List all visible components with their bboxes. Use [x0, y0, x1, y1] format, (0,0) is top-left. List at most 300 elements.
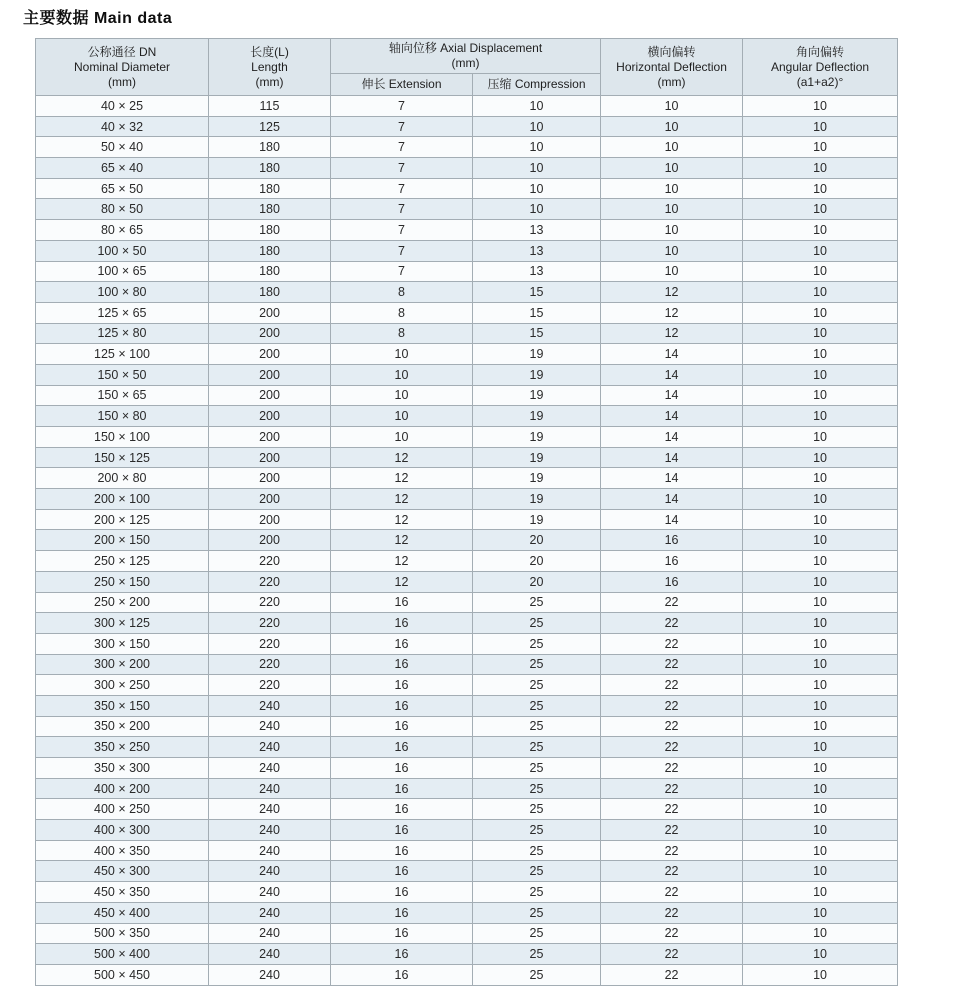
table-row — [36, 158, 898, 179]
table-row — [36, 323, 898, 344]
table-cell: 220 — [209, 551, 331, 572]
table-cell: 200 — [209, 344, 331, 365]
table-cell: 200 — [209, 406, 331, 427]
table-cell: 14 — [601, 489, 743, 510]
table-cell: 240 — [209, 758, 331, 779]
table-cell: 7 — [331, 240, 473, 261]
table-cell: 16 — [601, 571, 743, 592]
table-cell: 16 — [331, 882, 473, 903]
table-cell: 14 — [601, 447, 743, 468]
table-cell: 12 — [331, 509, 473, 530]
table-cell: 80 × 65 — [36, 220, 209, 241]
table-cell: 250 × 150 — [36, 571, 209, 592]
table-row — [36, 96, 898, 117]
table-cell: 115 — [209, 96, 331, 117]
header-horizontal-deflection-en: Horizontal Deflection — [616, 59, 727, 74]
table-cell: 16 — [601, 530, 743, 551]
header-angular-deflection-zh: 角向偏转 — [796, 44, 845, 59]
table-cell: 7 — [331, 116, 473, 137]
table-cell: 10 — [473, 199, 601, 220]
table-cell: 19 — [473, 427, 601, 448]
table-cell: 10 — [743, 944, 898, 965]
table-cell: 22 — [601, 861, 743, 882]
table-row — [36, 758, 898, 779]
table-row — [36, 613, 898, 634]
table-cell: 7 — [331, 199, 473, 220]
header-length — [209, 39, 331, 96]
header-angular-deflection-unit: (a1+a2)° — [796, 74, 844, 89]
table-cell: 125 — [209, 116, 331, 137]
table-cell: 200 — [209, 323, 331, 344]
table-cell: 180 — [209, 261, 331, 282]
table-cell: 8 — [331, 302, 473, 323]
header-horizontal-deflection — [601, 39, 743, 96]
table-cell: 25 — [473, 840, 601, 861]
table-cell: 450 × 300 — [36, 861, 209, 882]
table-cell: 10 — [743, 571, 898, 592]
table-cell: 16 — [331, 861, 473, 882]
table-cell: 25 — [473, 944, 601, 965]
table-cell: 8 — [331, 323, 473, 344]
table-cell: 200 × 125 — [36, 509, 209, 530]
table-cell: 10 — [743, 509, 898, 530]
table-row — [36, 364, 898, 385]
table-cell: 16 — [331, 633, 473, 654]
table-cell: 180 — [209, 137, 331, 158]
table-cell: 100 × 80 — [36, 282, 209, 303]
table-cell: 12 — [331, 489, 473, 510]
table-cell: 22 — [601, 592, 743, 613]
table-cell: 220 — [209, 613, 331, 634]
table-cell: 10 — [743, 137, 898, 158]
table-cell: 80 × 50 — [36, 199, 209, 220]
table-cell: 19 — [473, 509, 601, 530]
table-cell: 10 — [743, 964, 898, 985]
table-cell: 22 — [601, 902, 743, 923]
table-cell: 200 — [209, 427, 331, 448]
table-cell: 10 — [743, 364, 898, 385]
table-cell: 7 — [331, 178, 473, 199]
table-cell: 10 — [743, 199, 898, 220]
table-cell: 200 × 100 — [36, 489, 209, 510]
table-row — [36, 778, 898, 799]
table-cell: 7 — [331, 220, 473, 241]
main-data-table — [35, 38, 898, 986]
table-cell: 25 — [473, 861, 601, 882]
table-cell: 180 — [209, 240, 331, 261]
table-row — [36, 489, 898, 510]
table-row — [36, 427, 898, 448]
table-cell: 10 — [601, 199, 743, 220]
header-compression: 压缩 Compression — [473, 74, 601, 96]
table-cell: 10 — [743, 282, 898, 303]
table-cell: 10 — [743, 158, 898, 179]
table-cell: 10 — [743, 385, 898, 406]
table-cell: 10 — [743, 882, 898, 903]
table-cell: 400 × 350 — [36, 840, 209, 861]
table-cell: 16 — [331, 778, 473, 799]
table-row — [36, 551, 898, 572]
table-cell: 180 — [209, 199, 331, 220]
table-cell: 300 × 200 — [36, 654, 209, 675]
table-cell: 10 — [743, 447, 898, 468]
table-row — [36, 137, 898, 158]
table-cell: 400 × 250 — [36, 799, 209, 820]
table-row — [36, 592, 898, 613]
table-cell: 13 — [473, 240, 601, 261]
table-cell: 10 — [331, 344, 473, 365]
table-cell: 10 — [743, 344, 898, 365]
table-row — [36, 302, 898, 323]
table-cell: 7 — [331, 158, 473, 179]
table-cell: 22 — [601, 964, 743, 985]
table-cell: 10 — [743, 468, 898, 489]
table-cell: 25 — [473, 675, 601, 696]
table-cell: 25 — [473, 799, 601, 820]
table-row — [36, 695, 898, 716]
table-cell: 10 — [743, 613, 898, 634]
table-cell: 25 — [473, 737, 601, 758]
table-cell: 22 — [601, 695, 743, 716]
table-row — [36, 261, 898, 282]
table-cell: 12 — [601, 323, 743, 344]
table-cell: 22 — [601, 882, 743, 903]
table-cell: 10 — [331, 364, 473, 385]
table-cell: 350 × 300 — [36, 758, 209, 779]
header-angular-deflection-en: Angular Deflection — [770, 59, 870, 74]
table-cell: 25 — [473, 902, 601, 923]
table-cell: 10 — [601, 261, 743, 282]
table-cell: 10 — [743, 530, 898, 551]
table-cell: 10 — [743, 96, 898, 117]
table-cell: 10 — [743, 675, 898, 696]
table-cell: 16 — [331, 758, 473, 779]
table-cell: 16 — [601, 551, 743, 572]
table-cell: 10 — [473, 96, 601, 117]
table-cell: 16 — [331, 902, 473, 923]
table-row — [36, 199, 898, 220]
table-cell: 450 × 400 — [36, 902, 209, 923]
table-cell: 20 — [473, 551, 601, 572]
table-cell: 10 — [743, 923, 898, 944]
table-cell: 240 — [209, 861, 331, 882]
table-cell: 22 — [601, 716, 743, 737]
table-cell: 400 × 200 — [36, 778, 209, 799]
table-cell: 65 × 50 — [36, 178, 209, 199]
table-cell: 22 — [601, 737, 743, 758]
header-axial-displacement-unit: (mm) — [451, 56, 480, 70]
table-cell: 200 — [209, 489, 331, 510]
table-cell: 25 — [473, 778, 601, 799]
table-cell: 100 × 65 — [36, 261, 209, 282]
table-cell: 220 — [209, 633, 331, 654]
table-cell: 180 — [209, 178, 331, 199]
table-row — [36, 344, 898, 365]
header-length-zh: 长度(L) — [250, 44, 289, 59]
table-cell: 500 × 450 — [36, 964, 209, 985]
table-row — [36, 633, 898, 654]
table-cell: 200 — [209, 468, 331, 489]
table-cell: 10 — [743, 116, 898, 137]
table-cell: 180 — [209, 158, 331, 179]
table-cell: 10 — [601, 137, 743, 158]
table-cell: 20 — [473, 530, 601, 551]
table-cell: 16 — [331, 799, 473, 820]
table-cell: 10 — [331, 406, 473, 427]
table-cell: 25 — [473, 820, 601, 841]
table-cell: 12 — [331, 571, 473, 592]
table-cell: 10 — [743, 302, 898, 323]
header-nominal-diameter-en: Nominal Diameter — [73, 59, 171, 74]
table-cell: 500 × 400 — [36, 944, 209, 965]
table-cell: 22 — [601, 778, 743, 799]
table-cell: 240 — [209, 778, 331, 799]
table-cell: 15 — [473, 302, 601, 323]
table-cell: 10 — [743, 737, 898, 758]
header-axial-displacement — [331, 39, 601, 74]
table-cell: 10 — [473, 178, 601, 199]
table-body — [36, 96, 898, 986]
table-cell: 200 — [209, 385, 331, 406]
table-cell: 14 — [601, 344, 743, 365]
header-nominal-diameter-unit: (mm) — [108, 74, 136, 89]
table-cell: 40 × 32 — [36, 116, 209, 137]
table-cell: 450 × 350 — [36, 882, 209, 903]
table-row — [36, 240, 898, 261]
table-cell: 12 — [331, 447, 473, 468]
table-cell: 180 — [209, 282, 331, 303]
table-cell: 240 — [209, 695, 331, 716]
table-cell: 20 — [473, 571, 601, 592]
table-cell: 25 — [473, 758, 601, 779]
table-cell: 350 × 150 — [36, 695, 209, 716]
table-cell: 200 — [209, 302, 331, 323]
table-cell: 220 — [209, 592, 331, 613]
table-cell: 240 — [209, 820, 331, 841]
table-cell: 15 — [473, 282, 601, 303]
table-cell: 10 — [743, 861, 898, 882]
table-row — [36, 840, 898, 861]
table-cell: 10 — [743, 220, 898, 241]
table-cell: 16 — [331, 716, 473, 737]
table-cell: 250 × 125 — [36, 551, 209, 572]
table-cell: 12 — [331, 530, 473, 551]
table-cell: 14 — [601, 385, 743, 406]
table-cell: 12 — [331, 468, 473, 489]
table-cell: 19 — [473, 385, 601, 406]
table-cell: 150 × 100 — [36, 427, 209, 448]
table-cell: 16 — [331, 654, 473, 675]
table-cell: 125 × 100 — [36, 344, 209, 365]
table-cell: 25 — [473, 716, 601, 737]
table-cell: 240 — [209, 737, 331, 758]
table-cell: 10 — [473, 116, 601, 137]
table-cell: 12 — [601, 282, 743, 303]
table-cell: 25 — [473, 613, 601, 634]
page-title: 主要数据 Main data — [23, 10, 173, 27]
table-cell: 150 × 50 — [36, 364, 209, 385]
table-row — [36, 902, 898, 923]
table-cell: 10 — [743, 323, 898, 344]
table-cell: 7 — [331, 261, 473, 282]
table-cell: 200 × 150 — [36, 530, 209, 551]
table-cell: 16 — [331, 964, 473, 985]
table-cell: 10 — [743, 902, 898, 923]
header-nominal-diameter-zh: 公称通径 DN — [87, 44, 157, 59]
header-horizontal-deflection-zh: 横向偏转 — [647, 44, 696, 59]
table-cell: 350 × 250 — [36, 737, 209, 758]
table-cell: 10 — [601, 96, 743, 117]
table-cell: 10 — [743, 716, 898, 737]
table-row — [36, 116, 898, 137]
table-row — [36, 964, 898, 985]
table-cell: 10 — [331, 427, 473, 448]
table-cell: 240 — [209, 882, 331, 903]
table-cell: 16 — [331, 944, 473, 965]
table-cell: 100 × 50 — [36, 240, 209, 261]
header-length-en: Length — [251, 59, 288, 74]
table-cell: 10 — [743, 654, 898, 675]
table-cell: 40 × 25 — [36, 96, 209, 117]
table-cell: 8 — [331, 282, 473, 303]
table-cell: 240 — [209, 902, 331, 923]
table-row — [36, 820, 898, 841]
table-cell: 125 × 65 — [36, 302, 209, 323]
table-cell: 14 — [601, 427, 743, 448]
table-cell: 16 — [331, 675, 473, 696]
table-cell: 240 — [209, 799, 331, 820]
table-cell: 14 — [601, 509, 743, 530]
table-cell: 25 — [473, 695, 601, 716]
table-cell: 16 — [331, 695, 473, 716]
table-cell: 14 — [601, 468, 743, 489]
table-cell: 22 — [601, 675, 743, 696]
table-cell: 240 — [209, 716, 331, 737]
table-row — [36, 571, 898, 592]
table-cell: 240 — [209, 964, 331, 985]
table-cell: 14 — [601, 406, 743, 427]
table-row — [36, 385, 898, 406]
table-cell: 10 — [601, 240, 743, 261]
table-cell: 200 — [209, 509, 331, 530]
table-row — [36, 716, 898, 737]
table-row — [36, 178, 898, 199]
table-row — [36, 220, 898, 241]
table-cell: 10 — [743, 778, 898, 799]
table-cell: 180 — [209, 220, 331, 241]
table-cell: 10 — [743, 261, 898, 282]
table-cell: 10 — [601, 116, 743, 137]
table-cell: 240 — [209, 923, 331, 944]
table-cell: 22 — [601, 613, 743, 634]
table-row — [36, 861, 898, 882]
table-row — [36, 882, 898, 903]
table-row — [36, 799, 898, 820]
table-cell: 10 — [601, 178, 743, 199]
table-cell: 19 — [473, 364, 601, 385]
table-cell: 16 — [331, 592, 473, 613]
table-cell: 25 — [473, 633, 601, 654]
table-cell: 10 — [743, 840, 898, 861]
header-length-unit: (mm) — [255, 74, 284, 89]
table-cell: 19 — [473, 447, 601, 468]
table-row — [36, 406, 898, 427]
table-cell: 10 — [743, 820, 898, 841]
table-cell: 240 — [209, 944, 331, 965]
table-cell: 240 — [209, 840, 331, 861]
table-cell: 19 — [473, 344, 601, 365]
table-cell: 350 × 200 — [36, 716, 209, 737]
header-axial-displacement-label: 轴向位移 Axial Displacement — [388, 41, 543, 55]
table-cell: 150 × 125 — [36, 447, 209, 468]
table-cell: 10 — [743, 758, 898, 779]
table-cell: 22 — [601, 820, 743, 841]
table-cell: 13 — [473, 220, 601, 241]
table-cell: 19 — [473, 406, 601, 427]
table-cell: 10 — [743, 240, 898, 261]
table-cell: 25 — [473, 964, 601, 985]
table-cell: 13 — [473, 261, 601, 282]
table-cell: 150 × 65 — [36, 385, 209, 406]
table-row — [36, 282, 898, 303]
table-row — [36, 468, 898, 489]
table-row — [36, 654, 898, 675]
table-cell: 500 × 350 — [36, 923, 209, 944]
table-cell: 200 × 80 — [36, 468, 209, 489]
table-header — [36, 39, 898, 96]
table-cell: 10 — [743, 592, 898, 613]
table-cell: 19 — [473, 489, 601, 510]
header-angular-deflection — [743, 39, 898, 96]
table-cell: 400 × 300 — [36, 820, 209, 841]
table-cell: 16 — [331, 840, 473, 861]
table-cell: 10 — [743, 427, 898, 448]
table-cell: 25 — [473, 882, 601, 903]
table-cell: 22 — [601, 654, 743, 675]
table-cell: 12 — [331, 551, 473, 572]
table-cell: 220 — [209, 571, 331, 592]
table-cell: 14 — [601, 364, 743, 385]
table-row — [36, 447, 898, 468]
table-cell: 22 — [601, 633, 743, 654]
table-cell: 22 — [601, 799, 743, 820]
table-cell: 10 — [601, 220, 743, 241]
table-cell: 22 — [601, 758, 743, 779]
table-cell: 10 — [743, 489, 898, 510]
table-cell: 300 × 150 — [36, 633, 209, 654]
table-cell: 125 × 80 — [36, 323, 209, 344]
table-cell: 300 × 125 — [36, 613, 209, 634]
table-cell: 200 — [209, 530, 331, 551]
table-cell: 65 × 40 — [36, 158, 209, 179]
table-row — [36, 509, 898, 530]
table-cell: 25 — [473, 923, 601, 944]
table-cell: 250 × 200 — [36, 592, 209, 613]
table-row — [36, 530, 898, 551]
table-cell: 220 — [209, 654, 331, 675]
table-cell: 10 — [743, 695, 898, 716]
table-cell: 7 — [331, 96, 473, 117]
table-cell: 22 — [601, 840, 743, 861]
table-cell: 15 — [473, 323, 601, 344]
table-cell: 10 — [743, 178, 898, 199]
table-cell: 25 — [473, 654, 601, 675]
table-cell: 10 — [331, 385, 473, 406]
table-cell: 10 — [743, 551, 898, 572]
table-cell: 200 — [209, 364, 331, 385]
table-cell: 25 — [473, 592, 601, 613]
header-extension: 伸长 Extension — [331, 74, 473, 96]
